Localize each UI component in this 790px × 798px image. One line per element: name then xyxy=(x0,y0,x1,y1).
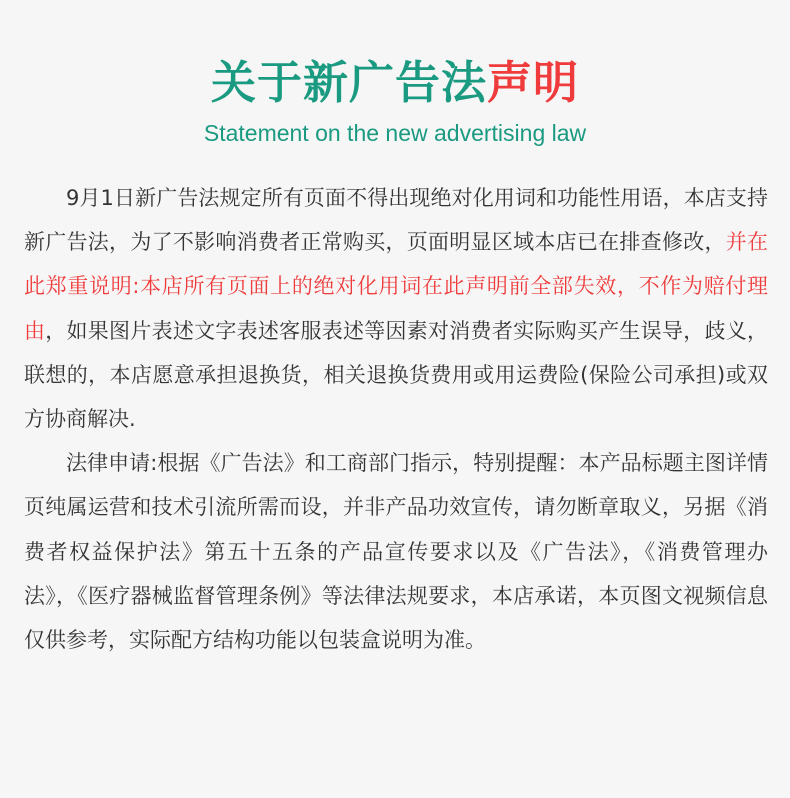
title-main: 关于新广告法 xyxy=(210,56,487,109)
paragraph-1-text-after: ，如果图片表述文字表述客服表述等因素对消费者实际购买产生误导，歧义，联想的，本店愿意承担退换货，相关退换货费用或用运费险(保险公司承担)或双方协商解决. xyxy=(24,318,768,432)
title-emphasis: 声明 xyxy=(487,56,580,109)
paragraph-1-highlight: 并在此郑重说明:本店所有页面上的绝对化用词在此声明前全部失效，不作为赔付理由 xyxy=(24,230,768,343)
paragraph-2-text: 法律申请:根据《广告法》和工商部门指示，特别提醒：本产品标题主图详情页纯属运营和技术引流所需而设，并非产品功效宣传，请勿断章取义，另据《消费者权益保护法》第五十五条的产品宣传要求以及《广告法》，《消费管理办法》，《医疗器械监督管理条例》等法律法规要求，本店承诺，本页图文视频信息仅供参考，实际配方结构功能以包装盒说明为准。 xyxy=(24,451,768,653)
statement-paragraph-1 xyxy=(24,176,768,441)
page-subtitle: Statement on the new advertising law xyxy=(203,120,587,146)
statement-body xyxy=(24,176,768,662)
statement-paragraph-2 xyxy=(24,441,768,662)
page-title xyxy=(0,52,790,114)
paragraph-1-text-before: 9月1日新广告法规定所有页面不得出现绝对化用词和功能性用语，本店支持新广告法，为了不影响消费者正常购买，页面明显区域本店已在排查修改， xyxy=(24,186,768,255)
